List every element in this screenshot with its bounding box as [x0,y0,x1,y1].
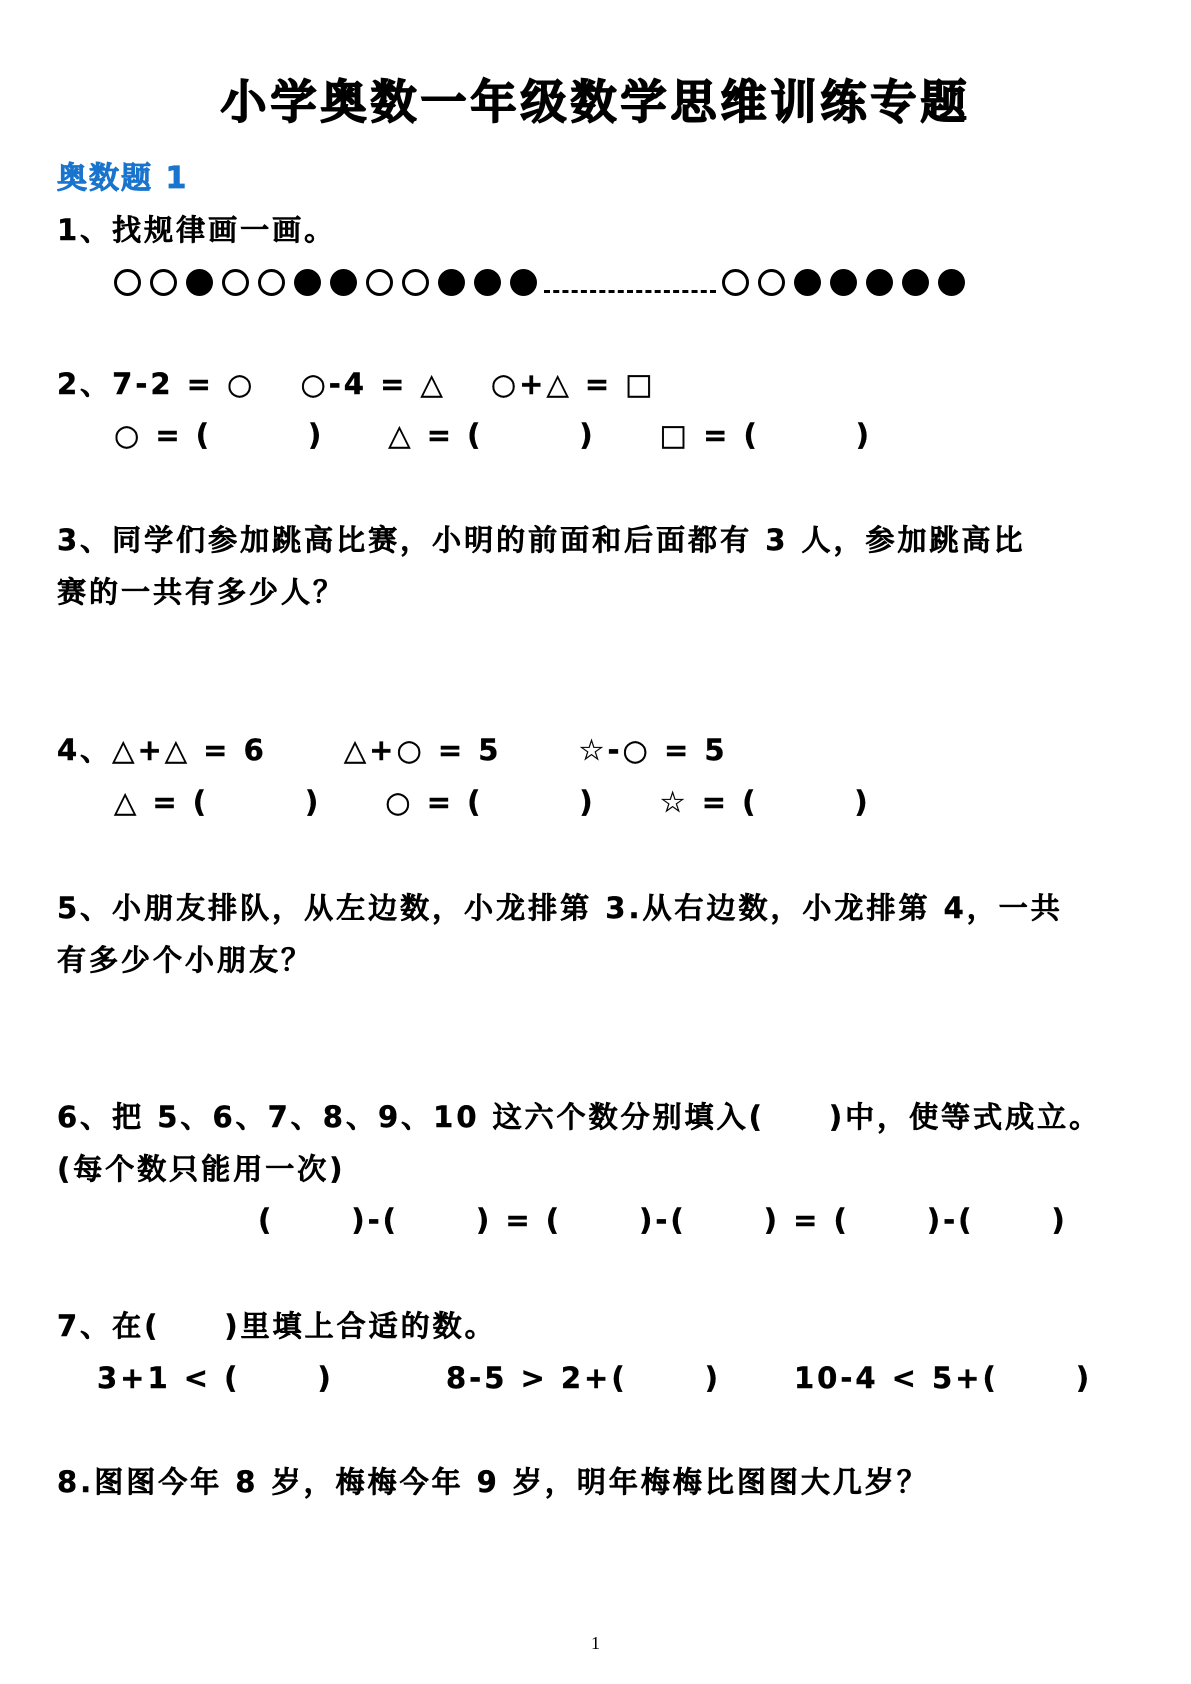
question-1-pattern [114,266,974,298]
filled-circle-icon [186,269,213,296]
filled-circle-icon [294,269,321,296]
question-3-line-1: 3、同学们参加跳高比赛，小明的前面和后面都有 3 人，参加跳高比 [57,523,1026,557]
filled-circle-icon [474,269,501,296]
filled-circle-icon [794,269,821,296]
open-circle-icon [722,269,749,296]
filled-circle-icon [510,269,537,296]
filled-circle-icon [938,269,965,296]
filled-circle-icon [866,269,893,296]
question-7-item-3: 10-4 < 5+( ) [794,1361,1093,1395]
question-3-line-2: 赛的一共有多少人？ [57,575,346,609]
question-6-line-1: 6、把 5、6、7、8、9、10 这六个数分别填入( )中，使等式成立。 [57,1100,1102,1134]
question-8-text: 8.图图今年 8 岁，梅梅今年 9 岁，明年梅梅比图图大几岁？ [57,1465,929,1499]
question-6-line-2: (每个数只能用一次) [57,1152,346,1186]
answer-blank-line [544,290,716,293]
question-6-equation: ( )-( ) = ( )-( ) = ( )-( ) [258,1203,1068,1237]
question-4-equations: 4、△+△ = 6 △+○ = 5 ☆-○ = 5 [57,733,728,767]
question-1-prompt: 1、找规律画一画。 [57,213,337,247]
open-circle-icon [366,269,393,296]
question-2-answers: ○ = ( ) △ = ( ) □ = ( ) [114,418,873,452]
question-5-line-1: 5、小朋友排队，从左边数，小龙排第 3.从右边数，小龙排第 4，一共 [57,891,1063,925]
filled-circle-icon [830,269,857,296]
open-circle-icon [222,269,249,296]
open-circle-icon [114,269,141,296]
open-circle-icon [758,269,785,296]
section-title: 奥数题 1 [57,161,189,196]
question-2-equations: 2、7-2 = ○ ○-4 = △ ○+△ = □ [57,367,656,401]
filled-circle-icon [902,269,929,296]
question-7-prompt: 7、在( )里填上合适的数。 [57,1309,497,1343]
page-title: 小学奥数一年级数学思维训练专题 [220,75,971,129]
filled-circle-icon [438,269,465,296]
question-7-item-2: 8-5 > 2+( ) [446,1361,721,1395]
question-7-item-1: 3+1 < ( ) [97,1361,334,1395]
open-circle-icon [402,269,429,296]
filled-circle-icon [330,269,357,296]
question-4-answers: △ = ( ) ○ = ( ) ☆ = ( ) [114,785,871,819]
open-circle-icon [150,269,177,296]
question-5-line-2: 有多少个小朋友？ [57,943,314,977]
page-number: 1 [591,1633,600,1653]
open-circle-icon [258,269,285,296]
